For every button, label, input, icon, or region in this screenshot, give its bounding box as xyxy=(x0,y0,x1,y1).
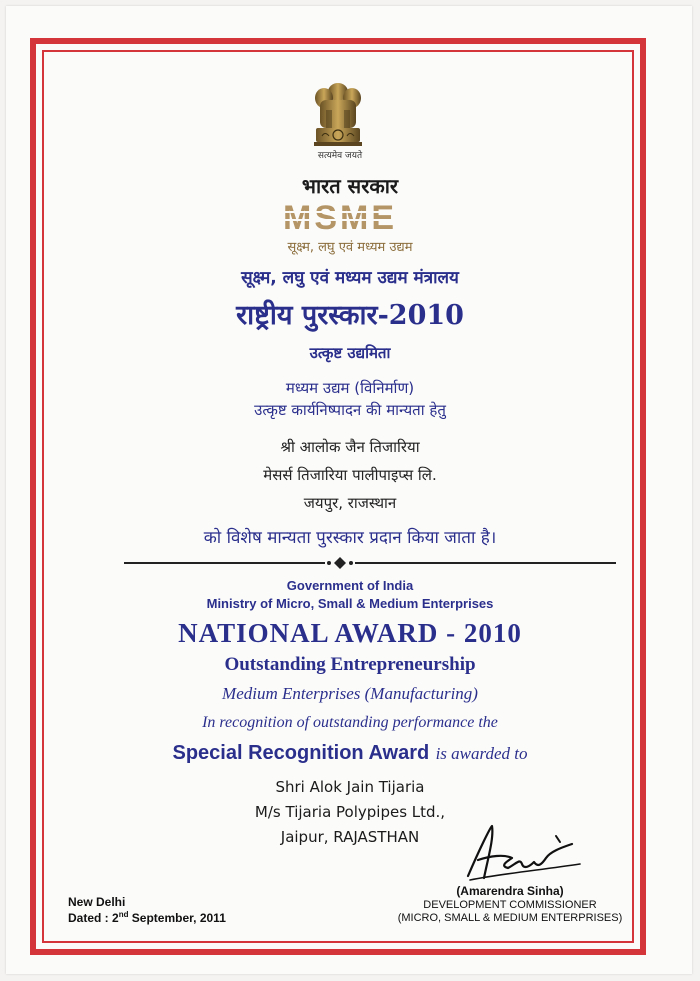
english-recipient-company: M/s Tijaria Polypipes Ltd., xyxy=(254,803,446,821)
english-special-award-line xyxy=(0,740,700,765)
hindi-government-heading: भारत सरकार xyxy=(301,174,399,198)
issue-place: New Delhi xyxy=(68,895,126,909)
hindi-ministry: सूक्ष्म, लघु एवं मध्यम उद्यम मंत्रालय xyxy=(241,268,459,288)
divider-ornament-icon xyxy=(325,556,355,570)
issue-date-suffix: nd xyxy=(118,910,129,919)
english-recognition: In recognition of outstanding performance the xyxy=(202,714,498,731)
hindi-subcategory: मध्यम उद्यम (विनिर्माण) xyxy=(285,379,415,397)
hindi-recipient-location: जयपुर, राजस्थान xyxy=(303,494,397,512)
emblem-motto: सत्यमेव जयते xyxy=(317,151,363,161)
hindi-award-title: राष्ट्रीय पुरस्कार-2010 xyxy=(236,300,464,331)
awarded-to-text: is awarded to xyxy=(435,744,528,763)
msme-tagline: सूक्ष्म, लघु एवं मध्यम उद्यम xyxy=(287,240,413,255)
signatory-name: (Amarendra Sinha) xyxy=(456,884,564,898)
english-recipient-name: Shri Alok Jain Tijaria xyxy=(275,778,425,796)
signatory-organisation: (MICRO, SMALL & MEDIUM ENTERPRISES) xyxy=(397,912,623,924)
signature-image xyxy=(460,818,590,888)
signatory-title: DEVELOPMENT COMMISSIONER xyxy=(423,899,597,911)
english-award-title: NATIONAL AWARD - 2010 xyxy=(178,618,522,648)
hindi-conferred-line: को विशेष मान्यता पुरस्कार प्रदान किया जाता है। xyxy=(203,528,497,548)
issue-date xyxy=(68,910,226,925)
msme-logo-text: MSME xyxy=(283,200,397,236)
hindi-recipient-name: श्री आलोक जैन तिजारिया xyxy=(280,438,420,456)
english-subcategory: Medium Enterprises (Manufacturing) xyxy=(222,684,478,703)
hindi-recognition: उत्कृष्ट कार्यनिष्पादन की मान्यता हेतु xyxy=(254,401,446,419)
hindi-recipient-company: मेसर्स तिजारिया पालीपाइप्स लि. xyxy=(263,466,437,484)
section-divider xyxy=(124,562,616,564)
hindi-category: उत्कृष्ट उद्यमिता xyxy=(309,344,391,362)
special-award-name: Special Recognition Award xyxy=(172,742,430,764)
english-category: Outstanding Entrepreneurship xyxy=(224,654,476,675)
msme-logo xyxy=(270,200,410,236)
english-ministry: Ministry of Micro, Small & Medium Enterprises xyxy=(206,596,494,611)
english-government-heading: Government of India xyxy=(286,578,414,593)
english-recipient-location: Jaipur, RAJASTHAN xyxy=(280,828,420,846)
issue-date-rest: September, 2011 xyxy=(128,911,226,925)
issue-date-prefix: Dated : 2 xyxy=(68,911,119,925)
